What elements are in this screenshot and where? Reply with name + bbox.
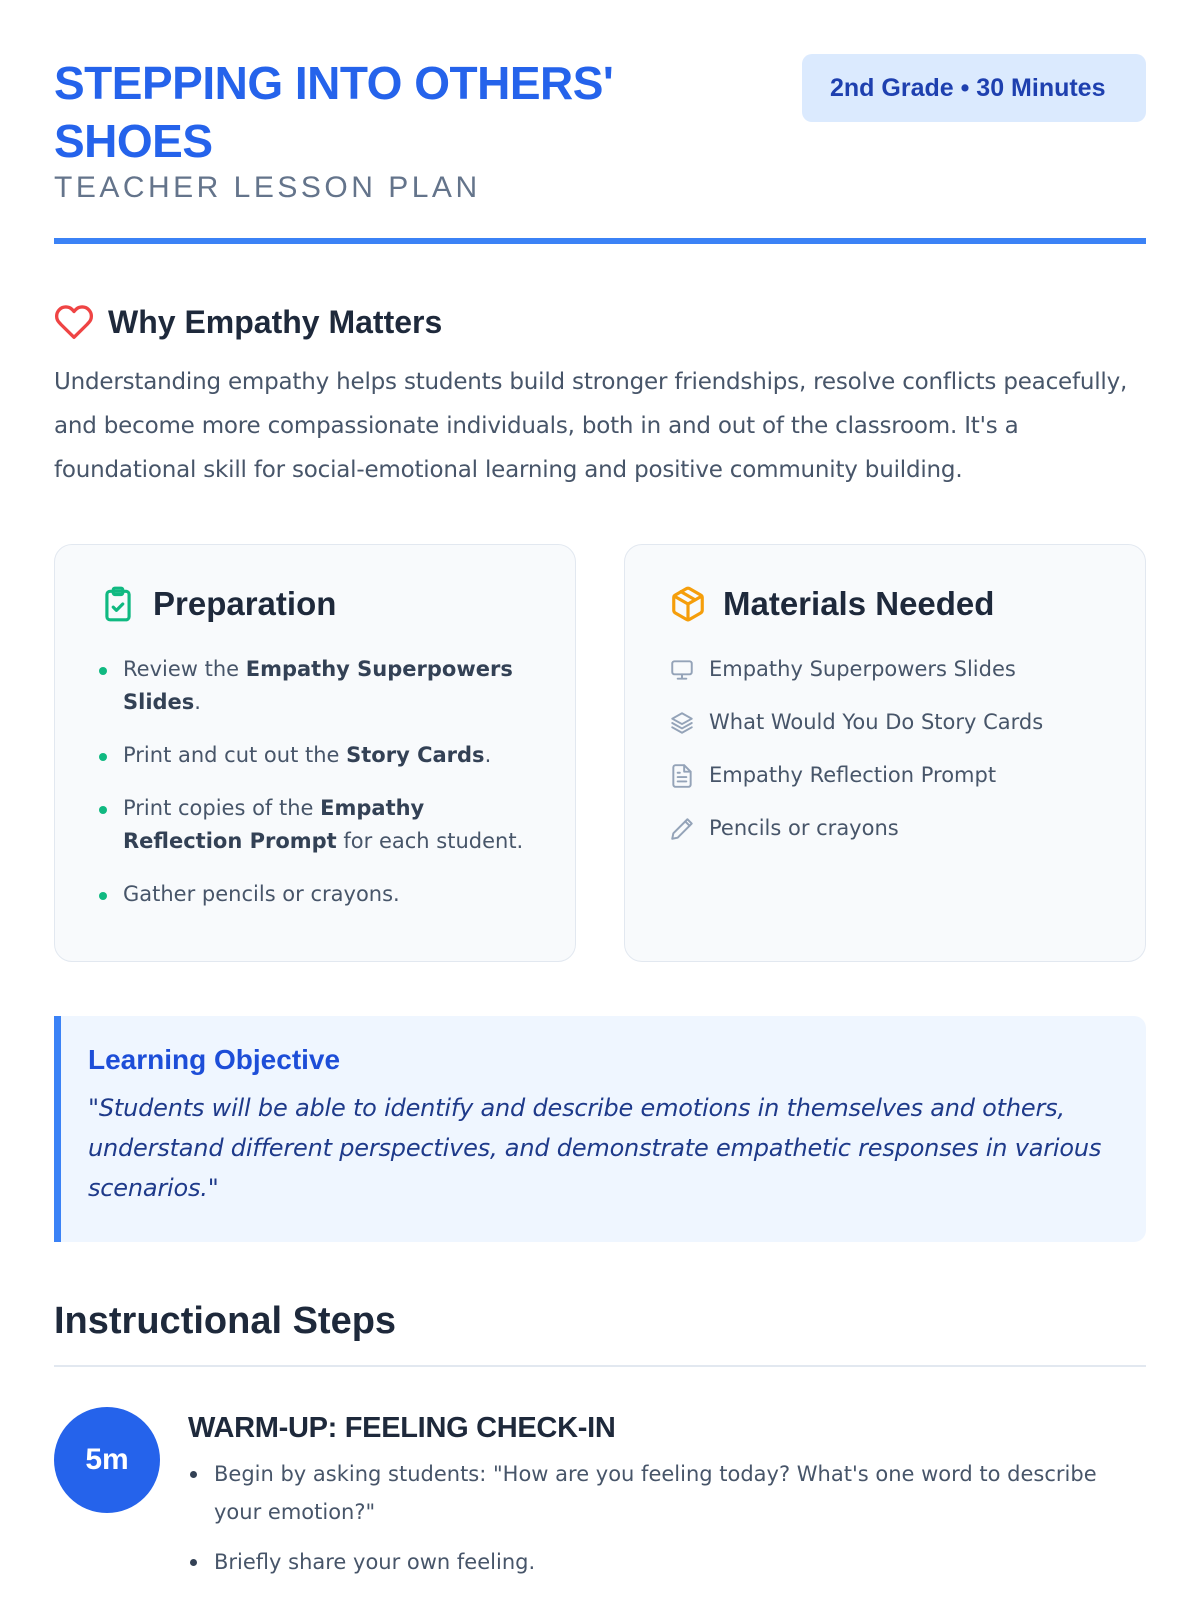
- list-item: Print copies of the Empathy Reflection Prompt for each student.: [99, 792, 531, 858]
- list-item: Empathy Reflection Prompt: [669, 759, 1101, 792]
- list-item: Review the Empathy Superpowers Slides.: [99, 653, 531, 719]
- step-body: [188, 1407, 1146, 1593]
- steps-title: Instructional Steps: [54, 1300, 397, 1342]
- materials-card: [624, 544, 1146, 962]
- preparation-list: [99, 653, 531, 911]
- list-item: Gather pencils or crayons.: [99, 878, 531, 911]
- why-heading: [54, 302, 1146, 342]
- step-title: WARM-UP: FEELING CHECK-IN: [188, 1412, 616, 1444]
- preparation-card: [54, 544, 576, 962]
- list-item: Briefly share your own feeling.: [188, 1543, 1146, 1581]
- list-item: Empathy Superpowers Slides: [669, 653, 1101, 686]
- materials-title: Materials Needed: [723, 585, 995, 622]
- heart-icon: [54, 302, 94, 342]
- instructional-step: [54, 1407, 1146, 1593]
- monitor-icon: [669, 657, 695, 683]
- layers-icon: [669, 710, 695, 736]
- box-icon: [669, 585, 707, 623]
- document-icon: [669, 763, 695, 789]
- steps-divider: [54, 1365, 1146, 1367]
- header-divider: [54, 238, 1146, 244]
- list-item: Print and cut out the Story Cards.: [99, 739, 531, 772]
- grade-duration-badge: 2nd Grade • 30 Minutes: [802, 54, 1146, 122]
- why-text: Understanding empathy helps students build stronger friendships, resolve conflicts peacefully, and become more compassionate individuals, both in and out of the classroom. It's a foundational skill for social-emotional learning and positive community building.: [54, 369, 1128, 483]
- learning-objective: [54, 1016, 1146, 1242]
- step-duration-badge: 5m: [54, 1407, 160, 1513]
- preparation-heading: [99, 585, 531, 623]
- title-block: [54, 54, 734, 206]
- preparation-title: Preparation: [153, 585, 337, 622]
- objective-text: "Students will be able to identify and describe emotions in themselves and others, understand different perspectives, and demonstrate empathetic responses in various scenarios.": [88, 1094, 1102, 1202]
- materials-heading: [669, 585, 1101, 623]
- cards-row: [54, 544, 1146, 962]
- page-subtitle: TEACHER LESSON PLAN: [54, 171, 481, 204]
- page-title: STEPPING INTO OTHERS' SHOES: [54, 57, 614, 167]
- header: [54, 54, 1146, 206]
- clipboard-check-icon: [99, 585, 137, 623]
- list-item: Begin by asking students: "How are you feeling today? What's one word to describe your emotion?": [188, 1455, 1146, 1531]
- list-item: Pencils or crayons: [669, 812, 1101, 845]
- list-item: What Would You Do Story Cards: [669, 706, 1101, 739]
- why-title: Why Empathy Matters: [108, 303, 443, 340]
- step-bullets: [188, 1455, 1146, 1581]
- pencil-icon: [669, 816, 695, 842]
- objective-title: Learning Objective: [88, 1044, 341, 1075]
- materials-list: [669, 653, 1101, 845]
